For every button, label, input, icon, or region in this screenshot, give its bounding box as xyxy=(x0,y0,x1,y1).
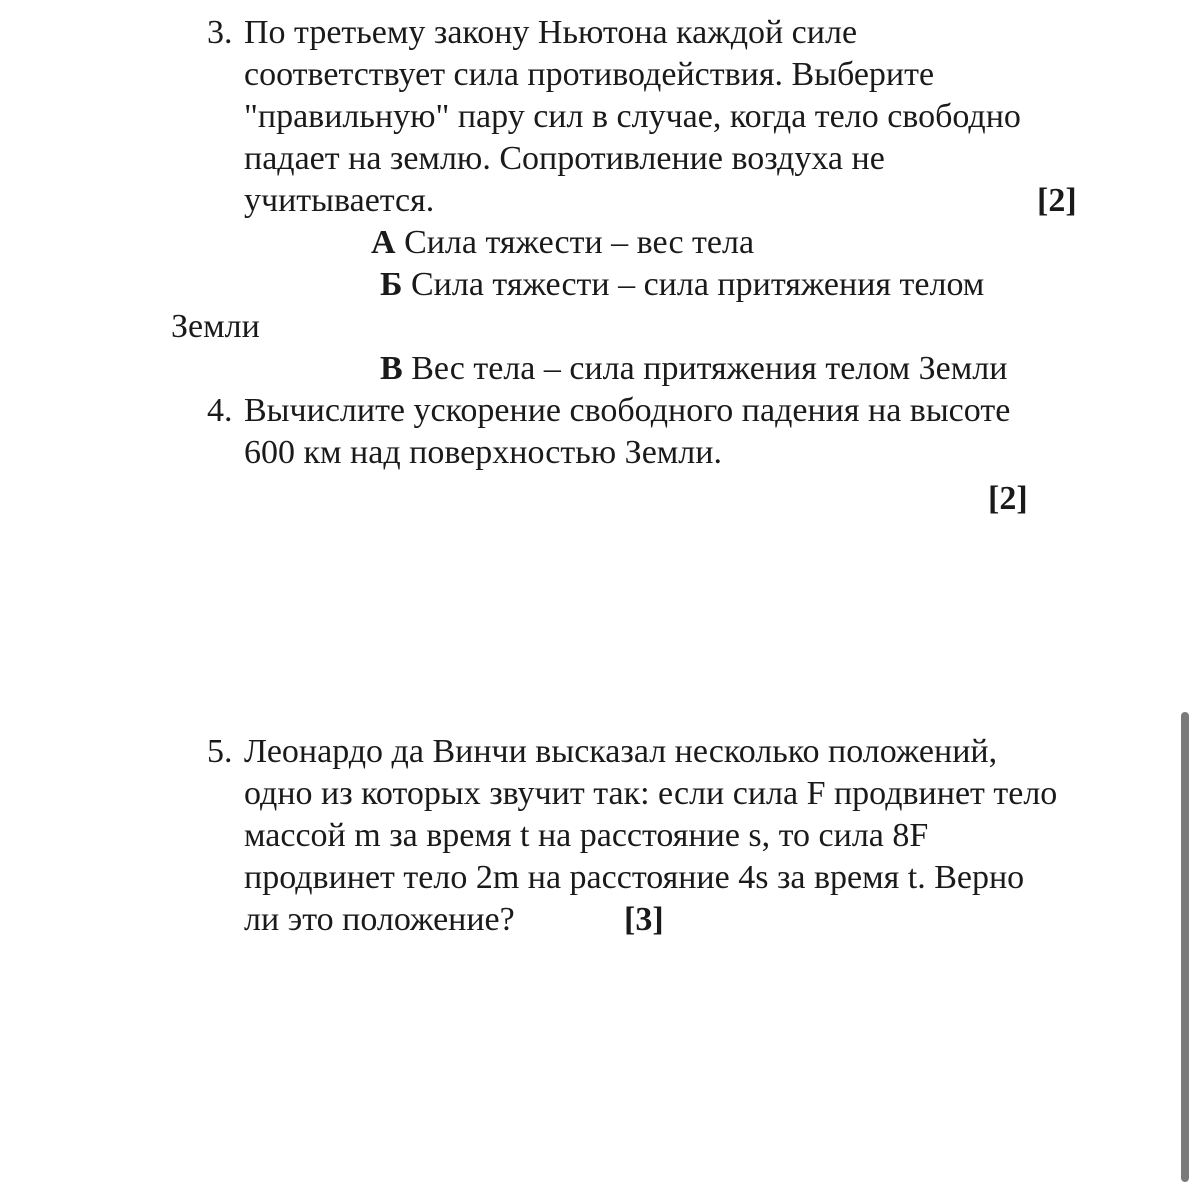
question-4-line-2: 600 км над поверхностью Земли. xyxy=(244,434,722,471)
question-5-line-5: ли это положение? xyxy=(244,901,515,938)
question-5-number: 5. xyxy=(207,733,233,770)
question-3-line-2: соответствует сила противодействия. Выберите xyxy=(244,56,935,93)
question-3-points: [2] xyxy=(1037,182,1077,219)
question-4-line-1: Вычислите ускорение свободного падения на высоте xyxy=(244,392,1011,429)
option-a-letter: А xyxy=(371,224,396,261)
option-b-text: Сила тяжести – сила притяжения телом xyxy=(402,266,985,303)
option-b-continuation: Земли xyxy=(171,308,260,345)
question-5-line-3: массой m за время t на расстояние s, то сила 8F xyxy=(244,817,929,854)
option-b-letter: Б xyxy=(380,266,403,303)
question-3-line-1: По третьему закону Ньютона каждой силе xyxy=(244,14,858,51)
question-5-points: [3] xyxy=(624,901,664,938)
question-3-option-b xyxy=(380,264,984,306)
option-c-letter: В xyxy=(380,350,403,387)
option-a-text: Сила тяжести – вес тела xyxy=(395,224,755,261)
question-4-number: 4. xyxy=(207,392,233,429)
option-c-text: Вес тела – сила притяжения телом Земли xyxy=(402,350,1008,387)
question-3-line-4: падает на землю. Сопротивление воздуха не xyxy=(244,140,885,177)
question-3-line-3: "правильную" пару сил в случае, когда тело свободно xyxy=(244,98,1021,135)
question-3-line-5: учитывается. xyxy=(244,182,435,219)
vertical-scrollbar[interactable] xyxy=(1181,712,1189,1182)
question-3-option-a xyxy=(371,222,754,264)
question-3-option-c xyxy=(380,348,1007,390)
question-4-points: [2] xyxy=(988,480,1028,517)
question-5-line-2: одно из которых звучит так: если сила F продвинет тело xyxy=(244,775,1058,812)
question-3-number: 3. xyxy=(207,14,233,51)
question-5-line-1: Леонардо да Винчи высказал несколько положений, xyxy=(244,733,998,770)
question-5-line-4: продвинет тело 2m на расстояние 4s за время t. Верно xyxy=(244,859,1025,896)
